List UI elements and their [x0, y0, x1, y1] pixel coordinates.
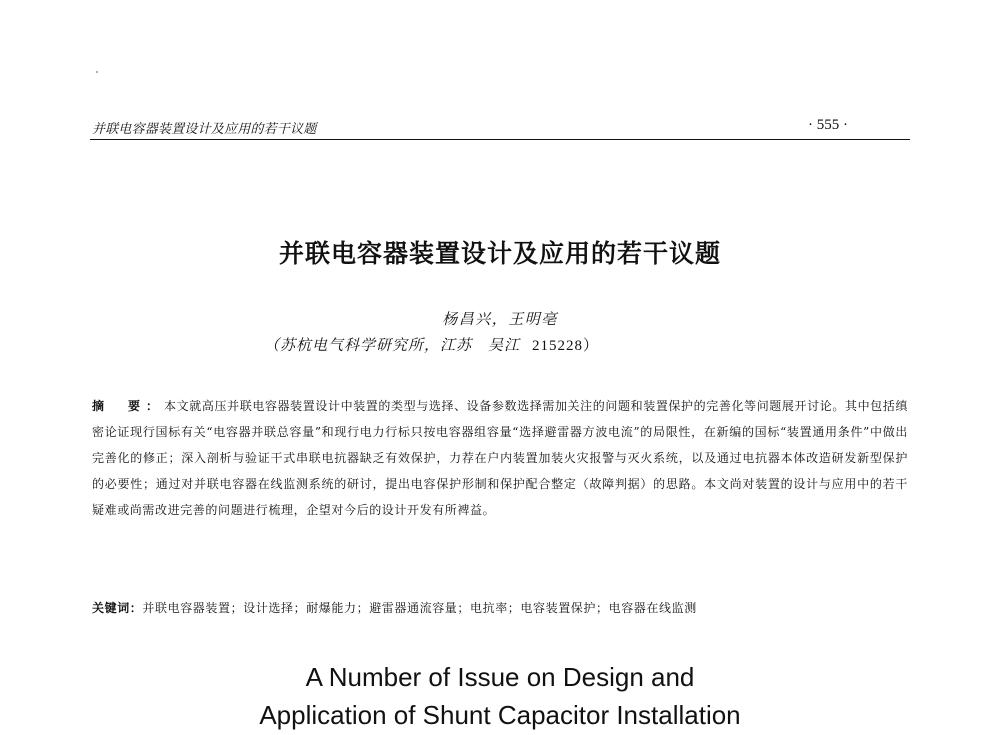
header-rule	[90, 139, 910, 140]
paper-title-cn: 并联电容器装置设计及应用的若干议题	[278, 239, 721, 268]
page-number: · 555 ·	[808, 117, 848, 133]
abstract	[92, 393, 908, 523]
paper-title-en	[0, 658, 1000, 734]
paper-title-en-line1: A Number of Issue on Design and	[305, 662, 695, 692]
keywords-text: 并联电容器装置；设计选择；耐爆能力；避雷器通流容量；电抗率；电容装置保护；电容器在线监测	[142, 601, 697, 615]
running-head: 并联电容器装置设计及应用的若干议题	[92, 122, 317, 137]
affiliation-institute: （苏杭电气科学研究所，江苏 吴江	[264, 336, 521, 354]
keywords	[92, 599, 908, 616]
scan-speck	[96, 71, 98, 73]
affiliation	[264, 334, 744, 355]
authors: 杨昌兴，王明亳	[442, 310, 558, 328]
keywords-label: 关键词：	[92, 601, 143, 615]
paper-title-en-line2: Application of Shunt Capacitor Installation	[259, 700, 741, 730]
affiliation-postcode: 215228）	[532, 338, 600, 354]
abstract-text: 本文就高压并联电容器装置设计中装置的类型与选择、设备参数选择需加关注的问题和装置保护的完善化等问题展开讨论。其中包括缜密论证现行国标有关“电容器并联总容量”和现行电力行标只按电容器组容量“选择避雷器方波电流”的局限性，在新编的国标“装置通用条件”中做出完善化的修正；深入剖析与验证干式串联电抗器缺乏有效保护，力荐在户内装置加装火灾报警与灭火系统，以及通过电抗器本体改造研发新型保护的必要性；通过对并联电容器在线监测系统的研讨，提出电容保护形制和保护配合整定（故障判据）的思路。本文尚对装置的设计与应用中的若干疑难或尚需改进完善的问题进行梳理，企望对今后的设计开发有所裨益。	[92, 399, 908, 517]
abstract-label: 摘 要：	[92, 399, 165, 413]
